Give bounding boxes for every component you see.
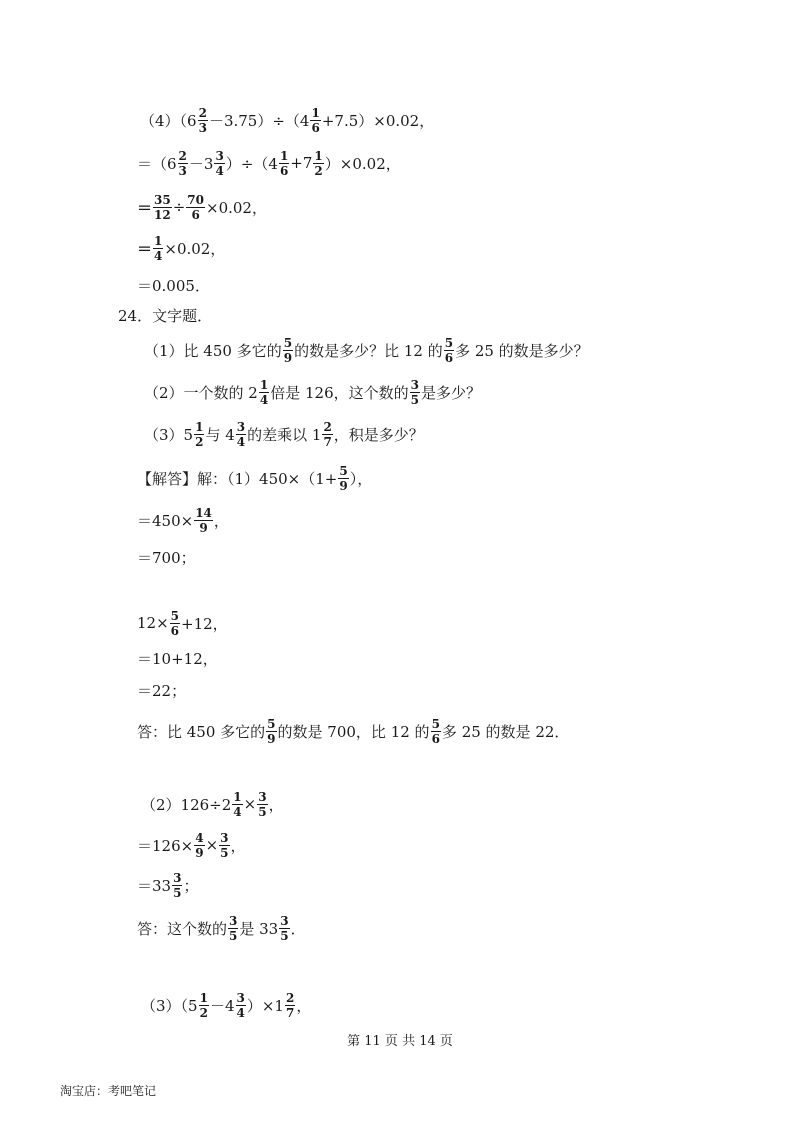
- denominator: 4: [233, 804, 242, 819]
- answer-line: [137, 670, 186, 710]
- text: +12，: [181, 614, 228, 633]
- shop-text: 淘宝店：考吧笔记: [60, 1083, 157, 1098]
- denominator: 5: [173, 885, 182, 900]
- numerator: 70: [187, 192, 204, 207]
- numerator: 1: [259, 377, 269, 392]
- text: 与 4: [205, 425, 235, 444]
- denominator: 2: [199, 1005, 208, 1020]
- fraction: [198, 107, 208, 134]
- text: ＝22；: [137, 681, 187, 700]
- fraction: [279, 150, 289, 177]
- text: ），: [349, 469, 373, 488]
- text: ×: [205, 836, 219, 854]
- denominator: 6: [279, 163, 289, 178]
- answer-line: [137, 458, 372, 498]
- denominator: 9: [267, 731, 276, 746]
- answer-line: [141, 784, 284, 824]
- denominator: 5: [410, 392, 419, 407]
- text: ）×1: [246, 996, 284, 1015]
- numerator: 3: [220, 830, 229, 845]
- text: 多 25 的数是 22．: [441, 722, 570, 741]
- numerator: 5: [170, 608, 180, 623]
- answer-line: [137, 500, 229, 540]
- question-part: [144, 414, 424, 454]
- numerator: 1: [154, 233, 163, 248]
- text: ＝（6: [137, 154, 177, 173]
- numerator: 5: [267, 716, 276, 731]
- fraction: [236, 992, 246, 1019]
- page-number: 第 11 页 共 14 页: [347, 1033, 453, 1049]
- denominator: 7: [285, 1005, 295, 1020]
- fraction: [431, 718, 441, 745]
- text: 是 33: [239, 919, 279, 938]
- text: ，: [213, 511, 229, 530]
- text: ．: [290, 919, 306, 938]
- numerator: 1: [195, 419, 204, 434]
- text: ，: [296, 996, 312, 1015]
- text: ×0.02，: [206, 198, 267, 217]
- numerator: 14: [195, 505, 212, 520]
- text: ×0.02，: [164, 239, 226, 258]
- numerator: 4: [195, 830, 204, 845]
- text: ×: [243, 795, 257, 813]
- answer-line: [137, 865, 198, 905]
- fraction: [310, 107, 320, 134]
- text: ，: [268, 795, 284, 814]
- text: 24．文字题．: [118, 306, 213, 325]
- text: ＝126×: [137, 836, 194, 855]
- text: 是多少？: [420, 383, 481, 402]
- text: 答：这个数的: [137, 919, 228, 938]
- denominator: 2: [195, 434, 204, 449]
- fraction: [228, 915, 238, 942]
- fraction: [283, 337, 293, 364]
- text: ，积是多少？: [333, 425, 424, 444]
- fraction: [266, 718, 276, 745]
- answer-line: [141, 985, 311, 1025]
- answer-line: [137, 711, 569, 751]
- fraction: [153, 194, 172, 221]
- text: （4）（6: [140, 111, 197, 130]
- text: ；: [183, 876, 199, 895]
- numerator: 35: [154, 192, 171, 207]
- fraction: [444, 337, 454, 364]
- question-part: [144, 372, 481, 412]
- numerator: 3: [173, 870, 182, 885]
- question-title: [118, 295, 212, 335]
- denominator: 5: [220, 845, 229, 860]
- denominator: 9: [199, 520, 208, 535]
- text: ）×0.02，: [324, 154, 401, 173]
- denominator: 3: [198, 120, 207, 135]
- numerator: 1: [314, 148, 323, 163]
- denominator: 12: [154, 207, 171, 222]
- numerator: 2: [198, 105, 207, 120]
- fraction: [172, 872, 182, 899]
- numerator: 5: [339, 463, 348, 478]
- denominator: 3: [178, 163, 187, 178]
- denominator: 6: [311, 120, 320, 135]
- denominator: 6: [170, 623, 180, 638]
- numerator: 5: [431, 716, 440, 731]
- fraction: [410, 379, 420, 406]
- numerator: 3: [236, 419, 246, 434]
- fraction: [178, 150, 188, 177]
- denominator: 4: [154, 248, 163, 263]
- text: 倍是 126，这个数的: [270, 383, 409, 402]
- fraction: [232, 791, 242, 818]
- numerator: 3: [258, 789, 267, 804]
- text: （3）5: [144, 425, 194, 444]
- answer-line: [137, 825, 246, 865]
- text: ＝700；: [137, 548, 196, 567]
- numerator: 2: [285, 990, 295, 1005]
- denominator: 7: [323, 434, 332, 449]
- fraction: [186, 194, 205, 221]
- text: 【解答】解：（1）450×（1+: [137, 469, 338, 488]
- numerator: 2: [323, 419, 332, 434]
- text: 的差乘以 1: [247, 425, 322, 444]
- denominator: 4: [259, 392, 269, 407]
- fraction: [153, 235, 163, 262]
- numerator: 3: [236, 990, 245, 1005]
- text: 多 25 的数是多少？: [455, 341, 589, 360]
- fraction: [236, 421, 246, 448]
- fraction: [214, 150, 224, 177]
- fraction: [313, 150, 323, 177]
- fraction: [194, 832, 204, 859]
- calc-line: [137, 143, 401, 183]
- denominator: 9: [195, 845, 204, 860]
- answer-line: [137, 603, 228, 643]
- text: ＝33: [137, 876, 172, 895]
- text: ÷: [172, 198, 186, 216]
- fraction: [285, 992, 295, 1019]
- denominator: 9: [339, 478, 348, 493]
- numerator: 1: [279, 148, 289, 163]
- fraction: [219, 832, 229, 859]
- text: （3）（5: [141, 996, 198, 1015]
- text: 12×: [137, 614, 169, 632]
- page-footer: [0, 1024, 800, 1054]
- denominator: 5: [280, 928, 289, 943]
- text: （1）比 450 多它的: [144, 341, 282, 360]
- denominator: 6: [431, 731, 440, 746]
- denominator: 4: [236, 1005, 245, 1020]
- calc-line: [140, 100, 434, 140]
- denominator: 2: [314, 163, 323, 178]
- denominator: 4: [236, 434, 246, 449]
- numerator: 2: [178, 148, 187, 163]
- text: ＝: [137, 198, 153, 217]
- text: 的数是多少？比 12 的: [294, 341, 443, 360]
- numerator: 1: [233, 789, 242, 804]
- text: －3: [188, 154, 214, 173]
- fraction: [338, 465, 348, 492]
- numerator: 5: [283, 335, 293, 350]
- fraction: [322, 421, 332, 448]
- denominator: 6: [444, 350, 454, 365]
- fraction: [194, 507, 213, 534]
- text: －4: [209, 996, 235, 1015]
- denominator: 4: [215, 163, 224, 178]
- text: +7: [290, 154, 313, 172]
- text: ＝450×: [137, 511, 194, 530]
- numerator: 1: [199, 990, 208, 1005]
- numerator: 5: [444, 335, 454, 350]
- answer-line: [137, 908, 306, 948]
- text: （2）126÷2: [141, 795, 232, 814]
- numerator: 3: [229, 913, 238, 928]
- denominator: 6: [191, 207, 200, 222]
- shop-label: [60, 1076, 156, 1104]
- answer-line: [137, 537, 196, 577]
- text: ，: [230, 836, 246, 855]
- calc-line: [137, 228, 225, 268]
- numerator: 3: [280, 913, 289, 928]
- numerator: 3: [410, 377, 419, 392]
- denominator: 9: [283, 350, 293, 365]
- text: ＝10+12，: [137, 649, 218, 668]
- text: ＝: [137, 239, 153, 258]
- numerator: 1: [311, 105, 320, 120]
- fraction: [194, 421, 204, 448]
- text: ）÷（4: [225, 154, 278, 173]
- denominator: 5: [229, 928, 238, 943]
- text: +7.5）×0.02，: [321, 111, 435, 130]
- text: －3.75）÷（4: [208, 111, 310, 130]
- text: 答：比 450 多它的: [137, 722, 266, 741]
- fraction: [257, 791, 267, 818]
- text: ＝0.005．: [137, 276, 210, 295]
- fraction: [259, 379, 269, 406]
- question-part: [144, 330, 589, 370]
- text: （2）一个数的 2: [144, 383, 258, 402]
- text: 的数是 700，比 12 的: [277, 722, 430, 741]
- fraction: [199, 992, 209, 1019]
- calc-line: [137, 187, 267, 227]
- fraction: [170, 610, 180, 637]
- numerator: 3: [215, 148, 224, 163]
- denominator: 5: [258, 804, 267, 819]
- fraction: [279, 915, 289, 942]
